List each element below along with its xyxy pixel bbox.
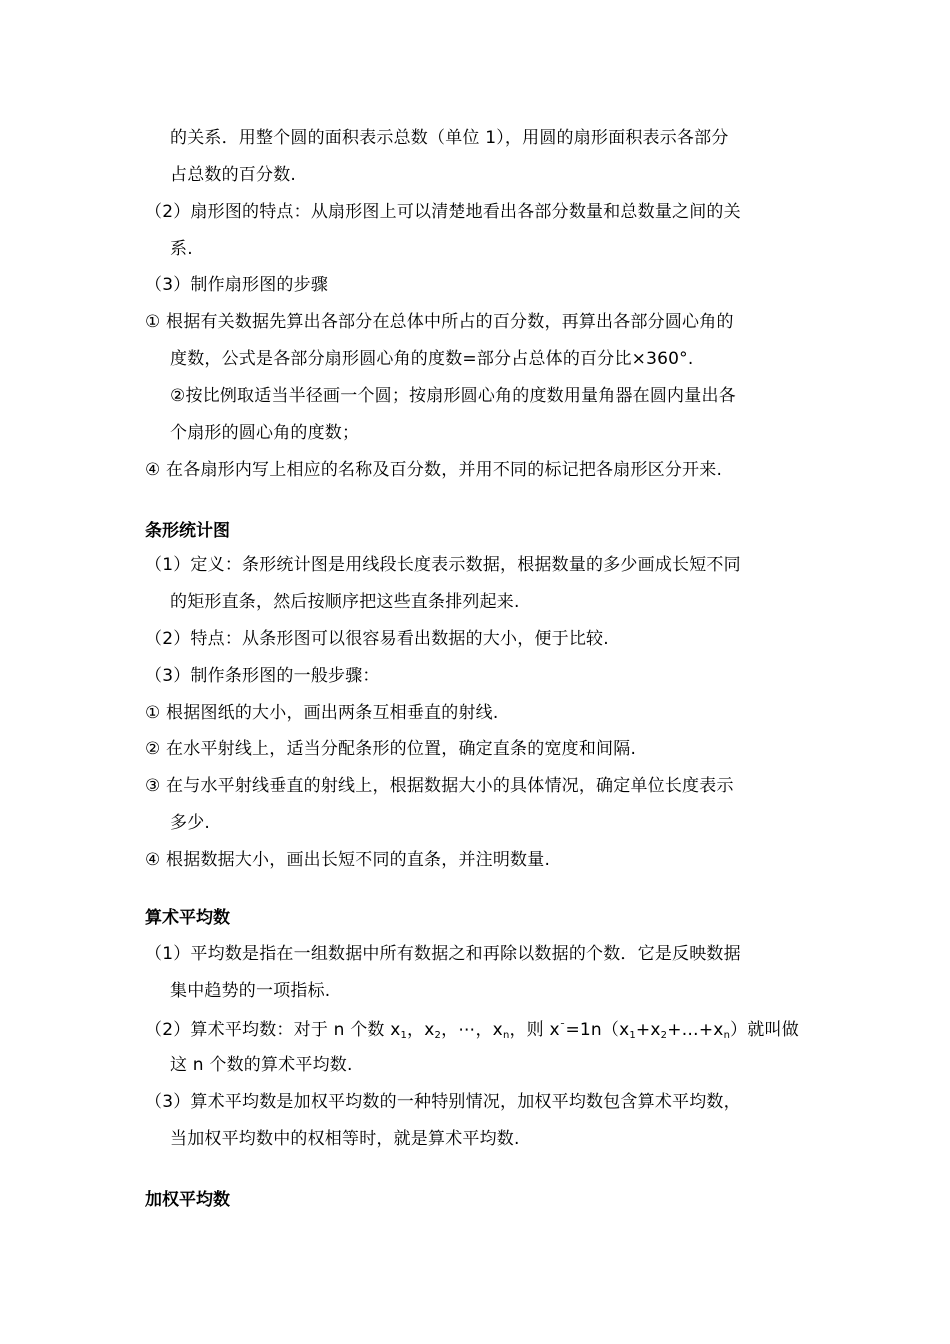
section-heading-arithmetic-mean: 算术平均数 (145, 908, 230, 928)
pie-text-line: 的关系．用整个圆的面积表示总数（单位 1），用圆的扇形面积表示各部分 (170, 128, 729, 148)
bar-step-1: ① 根据图纸的大小，画出两条互相垂直的射线. (145, 703, 499, 723)
subscript: 2 (434, 1030, 442, 1041)
mean-bar-symbol: ¯ (559, 1021, 566, 1034)
pie-step-4: ④ 在各扇形内写上相应的名称及百分数，并用不同的标记把各扇形区分开来. (145, 460, 723, 480)
pie-item-2-cont: 系. (170, 239, 193, 259)
mean-item-2-cont: 这 n 个数的算术平均数. (170, 1055, 353, 1075)
pie-step-1: ① 根据有关数据先算出各部分在总体中所占的百分数，再算出各部分圆心角的 (145, 312, 734, 332)
mean-item-3-cont: 当加权平均数中的权相等时，就是算术平均数. (170, 1129, 520, 1149)
bar-item-3: （3）制作条形图的一般步骤： (145, 666, 380, 686)
bar-step-4: ④ 根据数据大小，画出长短不同的直条，并注明数量. (145, 850, 551, 870)
mean-item-3: （3）算术平均数是加权平均数的一种特别情况，加权平均数包含算术平均数， (145, 1092, 741, 1112)
pie-item-2: （2）扇形图的特点：从扇形图上可以清楚地看出各部分数量和总数量之间的关 (145, 202, 741, 222)
mean-item-1-cont: 集中趋势的一项指标. (170, 981, 331, 1001)
bar-step-3: ③ 在与水平射线垂直的射线上，根据数据大小的具体情况，确定单位长度表示 (145, 776, 734, 796)
subscript: 1 (629, 1030, 636, 1041)
mean-item-2-text: ，则 x (509, 1020, 560, 1040)
bar-step-3-cont: 多少. (170, 813, 211, 833)
pie-step-1-cont: 度数，公式是各部分扇形圆心角的度数=部分占总体的百分比×360°. (170, 349, 694, 369)
mean-item-1: （1）平均数是指在一组数据中所有数据之和再除以数据的个数．它是反映数据 (145, 944, 741, 964)
section-heading-bar-chart: 条形统计图 (145, 521, 230, 541)
subscript: 2 (660, 1030, 668, 1041)
bar-item-1-cont: 的矩形直条，然后按顺序把这些直条排列起来. (170, 592, 520, 612)
separator: ，⋯，x (441, 1020, 503, 1040)
bar-item-2: （2）特点：从条形图可以很容易看出数据的大小，便于比较. (145, 629, 609, 649)
pie-item-3: （3）制作扇形图的步骤 (145, 275, 329, 295)
mean-item-2-text: （2）算术平均数：对于 n 个数 x (145, 1020, 401, 1040)
pie-step-2: ②按比例取适当半径画一个圆；按扇形圆心角的度数用量角器在圆内量出各 (170, 386, 736, 406)
mean-item-2-text: ）就叫做 (730, 1020, 799, 1040)
mean-formula: =1n（x (565, 1020, 630, 1040)
pie-text-line: 占总数的百分数. (170, 165, 297, 185)
pie-step-2-cont: 个扇形的圆心角的度数； (170, 423, 360, 443)
subscript: 1 (400, 1030, 408, 1041)
separator: ，x (407, 1020, 435, 1040)
subscript: n (723, 1030, 731, 1041)
bar-item-1: （1）定义：条形统计图是用线段长度表示数据，根据数量的多少画成长短不同 (145, 555, 741, 575)
mean-formula: +x (635, 1020, 661, 1040)
mean-item-2 (145, 1016, 799, 1048)
bar-step-2: ② 在水平射线上，适当分配条形的位置，确定直条的宽度和间隔. (145, 739, 637, 759)
subscript: n (502, 1030, 510, 1041)
section-heading-weighted-mean: 加权平均数 (145, 1190, 230, 1210)
mean-formula: +…+x (667, 1020, 724, 1040)
